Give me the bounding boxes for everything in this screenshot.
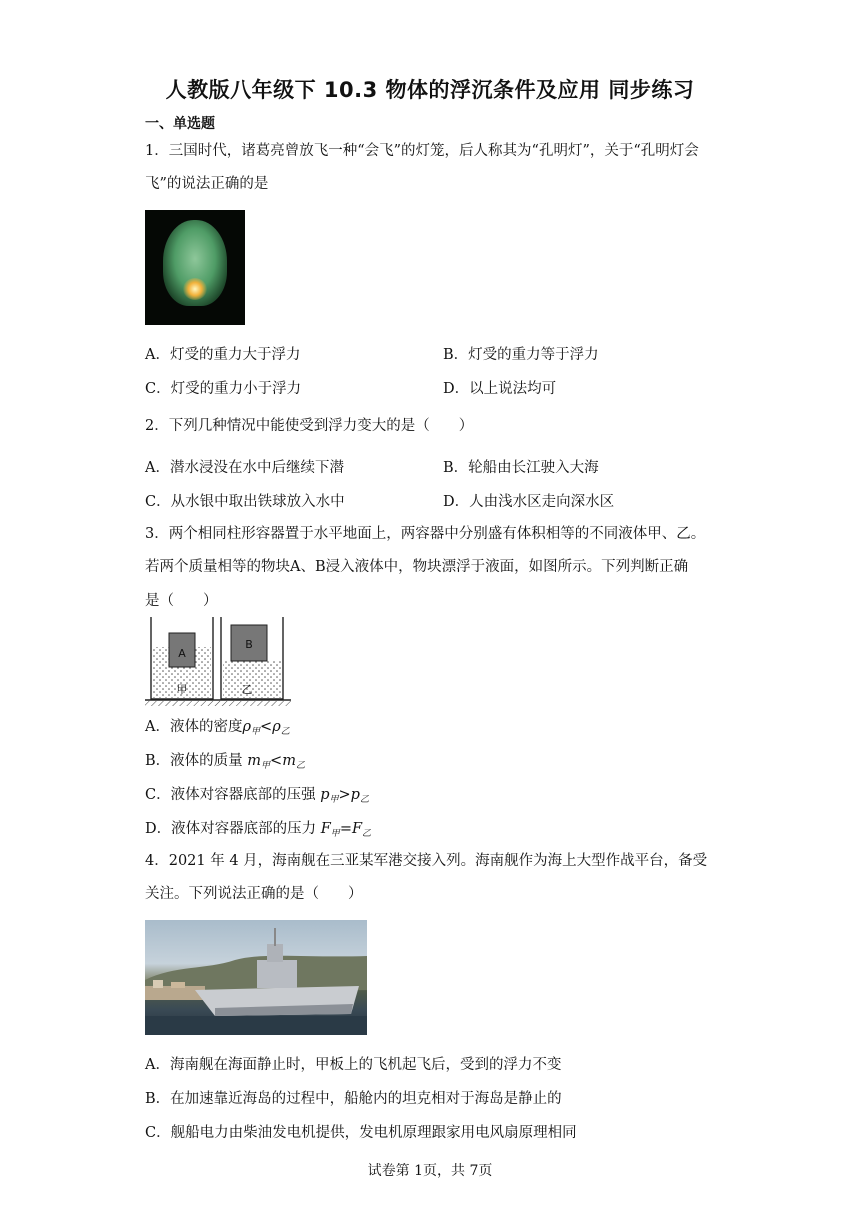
- q3-stem-line3: 是（ ）: [145, 593, 218, 609]
- warship-image: [145, 920, 367, 1035]
- page-footer: 试卷第 1页，共 7页: [367, 1163, 493, 1179]
- q3-option-c[interactable]: C．液体对容器底部的压强 $p_甲>p_乙$: [145, 787, 369, 805]
- sky-lantern-image: [145, 210, 245, 325]
- q2-option-d[interactable]: D．人由浅水区走向深水区: [443, 494, 615, 510]
- q2-option-a[interactable]: A．潜水浸没在水中后继续下潜: [145, 460, 344, 476]
- block-a-label: A: [178, 647, 186, 660]
- q1-stem-line1: 1．三国时代，诸葛亮曾放飞一种“会飞”的灯笼，后人称其为“孔明灯”，关于“孔明灯会: [145, 143, 699, 159]
- q1-option-b[interactable]: B．灯受的重力等于浮力: [443, 347, 599, 363]
- q3-option-b[interactable]: B．液体的质量 $m_甲<m_乙$: [145, 753, 305, 771]
- q3-stem-line1: 3．两个相同柱形容器置于水平地面上，两容器中分别盛有体积相等的不同液体甲、乙。: [145, 526, 706, 542]
- liquid-jia-label: 甲: [176, 683, 188, 696]
- q4-stem-line1: 4．2021 年 4 月，海南舰在三亚某军港交接入列。海南舰作为海上大型作战平台，备受: [145, 853, 708, 869]
- q1-stem-line2: 飞”的说法正确的是: [145, 176, 269, 192]
- q3-stem-line2: 若两个质量相等的物块A、B浸入液体中，物块漂浮于液面，如图所示。下列判断正确: [145, 559, 689, 575]
- q4-option-b[interactable]: B．在加速靠近海岛的过程中，船舱内的坦克相对于海岛是静止的: [145, 1091, 562, 1107]
- section-heading: 一、单选题: [145, 116, 215, 132]
- block-b-label: B: [245, 638, 253, 651]
- q1-option-d[interactable]: D．以上说法均可: [443, 381, 557, 397]
- q2-option-c[interactable]: C．从水银中取出铁球放入水中: [145, 494, 345, 510]
- ground: [145, 701, 291, 706]
- q3-option-a[interactable]: A．液体的密度$\rho_甲<\rho_乙$: [145, 719, 290, 737]
- q1-option-a[interactable]: A．灯受的重力大于浮力: [145, 347, 301, 363]
- q3-option-d[interactable]: D．液体对容器底部的压力 $F_甲=F_乙$: [145, 821, 372, 839]
- q4-option-c[interactable]: C．舰船电力由柴油发电机提供，发电机原理跟家用电风扇原理相同: [145, 1125, 577, 1141]
- liquid-yi-label: 乙: [241, 683, 253, 696]
- q4-option-a[interactable]: A．海南舰在海面静止时，甲板上的飞机起飞后，受到的浮力不变: [145, 1057, 562, 1073]
- containers-diagram: [143, 615, 293, 707]
- q1-option-c[interactable]: C．灯受的重力小于浮力: [145, 381, 302, 397]
- q2-option-b[interactable]: B．轮船由长江驶入大海: [443, 460, 599, 476]
- q4-stem-line2: 关注。下列说法正确的是（ ）: [145, 886, 363, 902]
- q2-stem: 2．下列几种情况中能使受到浮力变大的是（ ）: [145, 418, 474, 434]
- page-title: 人教版八年级下 10.3 物体的浮沉条件及应用 同步练习: [165, 78, 695, 102]
